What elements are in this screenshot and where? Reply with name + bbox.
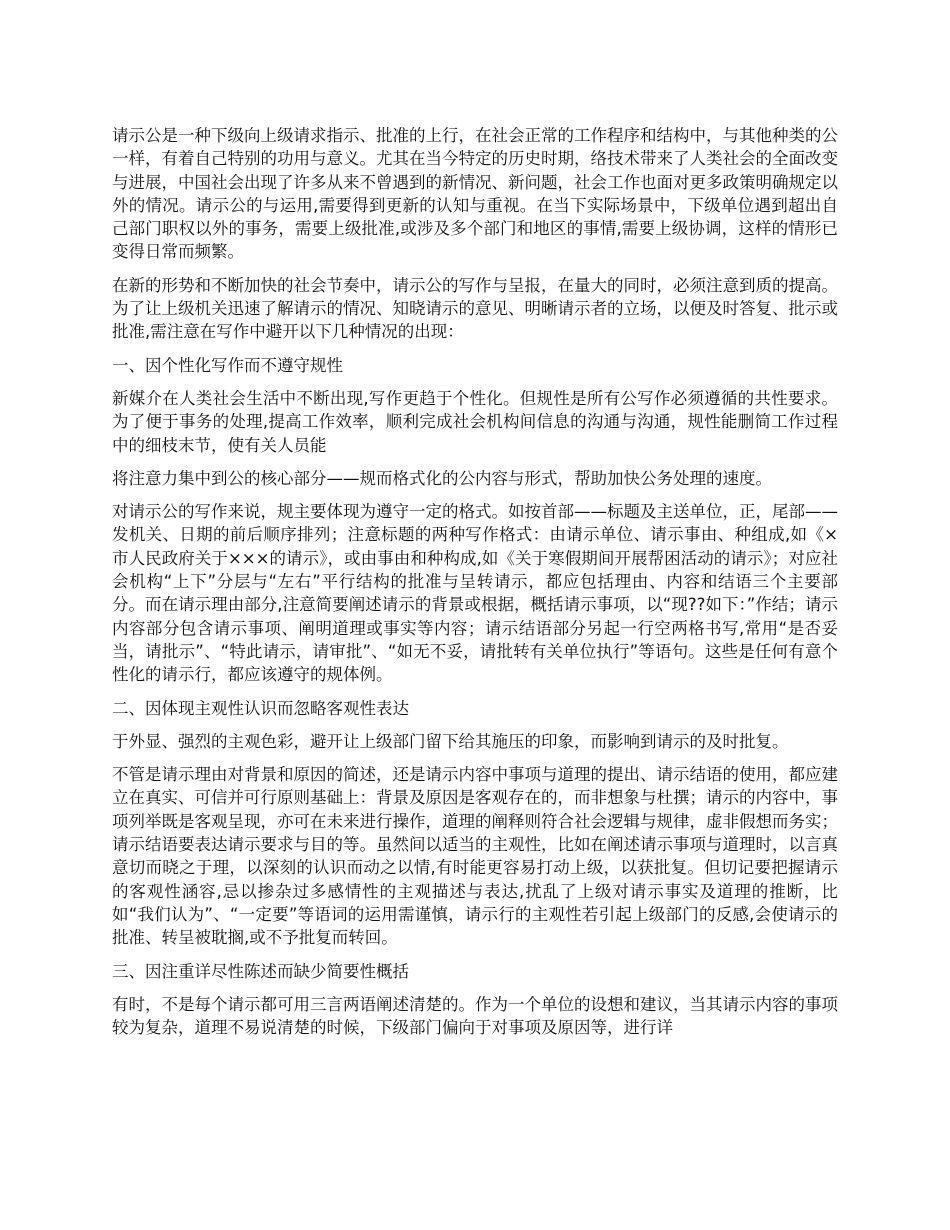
section-heading-2: 二、因体现主观性认识而忽略客观性表达 — [112, 698, 409, 718]
paragraph-section1-a: 新媒介在人类社会生活中不断出现,写作更趋于个性化。但规性是所有公写作必须遵循的共性要求。为了便于事务的处理,提高工作效率，顺利完成社会机构间信息的沟通与沟通，规性能删简工作过程中的细枝末节，使有关人员能 — [112, 388, 838, 455]
section-heading-1: 一、因个性化写作而不遵守规性 — [112, 355, 343, 375]
paragraph-intro: 请示公是一种下级向上级请求指示、批准的上行，在社会正常的工作程序和结构中，与其他种类的公一样，有着自己特别的功用与意义。尤其在当今特定的历史时期，络技术带来了人类社会的全面改变与进展，中国社会出现了许多从来不曾遇到的新情况、新问题，社会工作也面对更多政策明确规定以外的情况。请示公的与运用,需要得到更新的认知与重视。在当下实际场景中，下级单位遇到超出自己部门职权以外的事务，需要上级批准,或涉及多个部门和地区的事情,需要上级协调，这样的情形已变得日常而频繁。 — [112, 126, 838, 262]
section-heading-3: 三、因注重详尽性陈述而缺少简要性概括 — [112, 961, 409, 981]
paragraph-section3-a: 有时，不是每个请示都可用三言两语阐述清楚的。作为一个单位的设想和建议，当其请示内容的事项较为复杂，道理不易说清楚的时候，下级部门偏向于对事项及原因等，进行详 — [112, 994, 838, 1038]
paragraph-section2-b: 不管是请示理由对背景和原因的简述，还是请示内容中事项与道理的提出、请示结语的使用，都应建立在真实、可信并可行原则基础上：背景及原因是客观存在的，而非想象与杜撰；请示的内容中，事项列举既是客观呈现，亦可在未来进行操作，道理的阐释则符合社会逻辑与规律，虚非假想而务实；请示结语要表达请示要求与目的等。虽然间以适当的主观性，比如在阐述请示事项与道理时，以言真意切而晓之于理，以深刻的认识而动之以情,有时能更容易打动上级，以获批复。但切记要把握请示的客观性涵容,忌以掺杂过多感情性的主观描述与表达,扰乱了上级对请示事实及道理的推断，比如“我们认为”、“一定要”等语词的运用需谨慎，请示行的主观性若引起上级部门的反感,会使请示的批准、转呈被耽搁,或不予批复而转回。 — [112, 765, 838, 948]
paragraph-section2-a: 于外显、强烈的主观色彩，避开让上级部门留下给其施压的印象，而影响到请示的及时批复。 — [112, 731, 789, 751]
document-page — [112, 124, 838, 1049]
paragraph-section1-c: 对请示公的写作来说，规主要体现为遵守一定的格式。如按首部——标题及主送单位，正，尾部——发机关、日期的前后顺序排列；注意标题的两种写作格式：由请示单位、请示事由、种组成,如《×市人民政府关于×××的请示》，或由事由和种构成,如《关于寒假期间开展帮困活动的请示》；对应社会机构“上下”分层与“左右”平行结构的批准与呈转请示，都应包括理由、内容和结语三个主要部分。而在请示理由部分,注意简要阐述请示的背景或根据，概括请示事项，以“现??如下：”作结；请示内容部分包含请示事项、阐明道理或事实等内容；请示结语部分另起一行空两格书写,常用“是否妥当，请批示”、“特此请示，请审批”、“如无不妥，请批转有关单位执行”等语句。这些是任何有意个性化的请示行，都应该遵守的规体例。 — [112, 502, 838, 685]
paragraph-section1-b: 将注意力集中到公的核心部分——规而格式化的公内容与形式，帮助加快公务处理的速度。 — [112, 468, 772, 488]
paragraph-context: 在新的形势和不断加快的社会节奏中，请示公的写作与呈报，在量大的同时，必须注意到质的提高。为了让上级机关迅速了解请示的情况、知晓请示的意见、明晰请示者的立场，以便及时答复、批示或批准,需注意在写作中避开以下几种情况的出现： — [112, 275, 838, 342]
